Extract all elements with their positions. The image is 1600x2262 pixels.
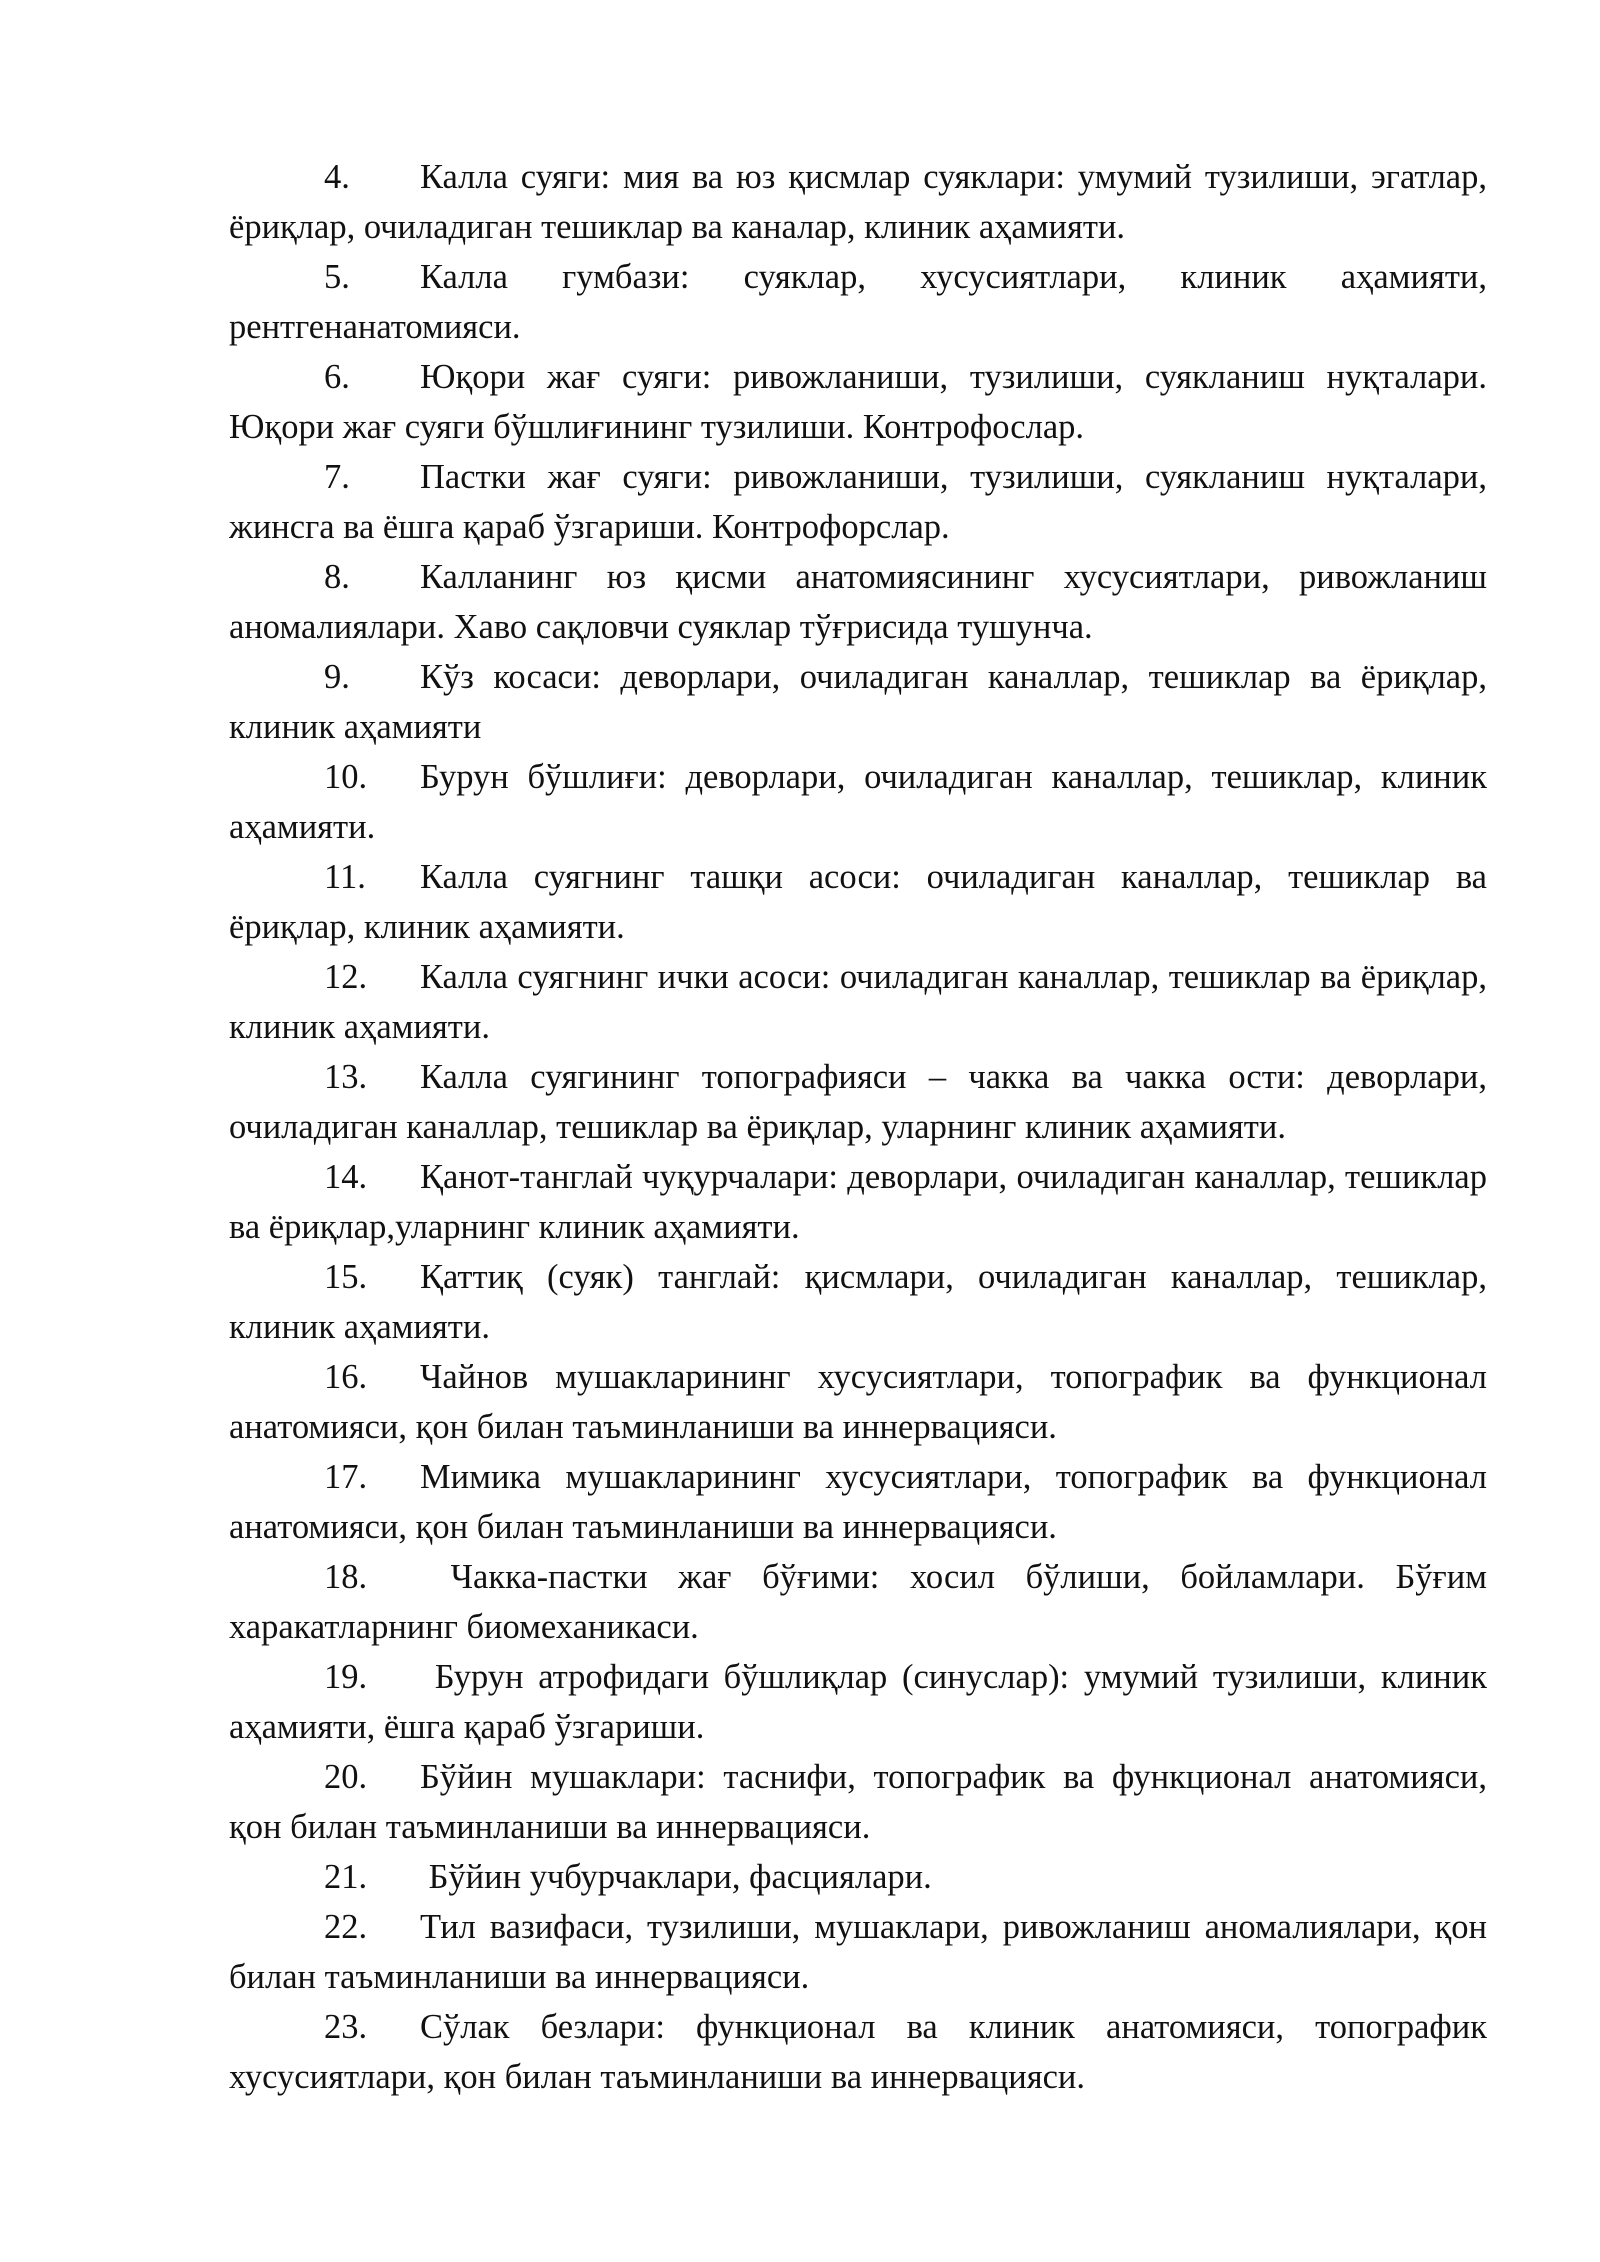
item-number: 21. — [324, 1858, 368, 1896]
list-item — [229, 1352, 1487, 1452]
list-item — [229, 952, 1487, 1052]
item-text: Пастки жағ суяги: ривожланиши, тузилиши, суякланиш нуқталари, жинсга ва ёшга қараб ўзгариши. Контрофорслар. — [229, 458, 1487, 546]
item-number: 16. — [324, 1358, 368, 1396]
item-number: 4. — [324, 158, 350, 196]
item-text: Қанот-танглай чуқурчалари: деворлари, очиладиган каналлар, тешиклар ва ёриқлар,уларнинг клиник аҳамияти. — [229, 1158, 1487, 1246]
item-text: Калла суягнинг ички асоси: очиладиган каналлар, тешиклар ва ёриқлар, клиник аҳамияти. — [229, 958, 1487, 1046]
list-item — [229, 1652, 1487, 1752]
item-text: Тил вазифаси, тузилиши, мушаклари, ривожланиш аномалиялари, қон билан таъминланиши ва иннервацияси. — [229, 1908, 1487, 1996]
list-item — [229, 352, 1487, 452]
item-text: Чакка-пастки жағ бўғими: хосил бўлиши, бойламлари. Бўғим харакатларнинг биомеханикаси. — [229, 1558, 1487, 1646]
item-text: Мимика мушакларининг хусусиятлари, топографик ва функционал анатомияси, қон билан таъминланиши ва иннервацияси. — [229, 1458, 1487, 1546]
item-number: 18. — [324, 1558, 368, 1596]
list-item — [229, 1902, 1487, 2002]
list-item — [229, 252, 1487, 352]
list-item — [229, 752, 1487, 852]
item-number: 11. — [324, 858, 366, 896]
item-text: Юқори жағ суяги: ривожланиши, тузилиши, суякланиш нуқталари. Юқори жағ суяги бўшлиғининг тузилиши. Контрофослар. — [229, 358, 1487, 446]
item-number: 17. — [324, 1458, 368, 1496]
item-text: Калла гумбази: суяклар, хусусиятлари, клиник аҳамияти, рентгенанатомияси. — [229, 258, 1487, 346]
item-text: Бўйин учбурчаклари, фасциялари. — [420, 1858, 932, 1896]
numbered-list — [229, 152, 1487, 2102]
list-item — [229, 552, 1487, 652]
list-item — [229, 852, 1487, 952]
item-text: Калла суягининг топографияси – чакка ва чакка ости: деворлари, очиладиган каналлар, тешиклар ва ёриқлар, уларнинг клиник аҳамияти. — [229, 1058, 1487, 1146]
item-text: Бўйин мушаклари: таснифи, топографик ва функционал анатомияси, қон билан таъминланиши ва иннервацияси. — [229, 1758, 1487, 1846]
item-number: 15. — [324, 1258, 368, 1296]
item-number: 10. — [324, 758, 368, 796]
item-number: 8. — [324, 558, 350, 596]
list-item — [229, 1052, 1487, 1152]
item-text: Калла суяги: мия ва юз қисмлар суяклари: умумий тузилиши, эгатлар, ёриқлар, очиладиган тешиклар ва каналар, клиник аҳамияти. — [229, 158, 1487, 246]
item-number: 19. — [324, 1658, 368, 1696]
item-text: Қаттиқ (суяк) танглай: қисмлари, очиладиган каналлар, тешиклар, клиник аҳамияти. — [229, 1258, 1487, 1346]
list-item — [229, 1852, 1487, 1902]
item-text: Чайнов мушакларининг хусусиятлари, топографик ва функционал анатомияси, қон билан таъминланиши ва иннервацияси. — [229, 1358, 1487, 1446]
list-item — [229, 452, 1487, 552]
item-number: 12. — [324, 958, 368, 996]
item-text: Калланинг юз қисми анатомиясининг хусусиятлари, ривожланиш аномалиялари. Хаво сақловчи суяклар тўғрисида тушунча. — [229, 558, 1487, 646]
item-text: Сўлак безлари: функционал ва клиник анатомияси, топографик хусусиятлари, қон билан таъминланиши ва иннервацияси. — [229, 2008, 1487, 2096]
item-number: 13. — [324, 1058, 368, 1096]
item-number: 6. — [324, 358, 350, 396]
item-text: Бурун атрофидаги бўшлиқлар (синуслар): умумий тузилиши, клиник аҳамияти, ёшга қараб ўзгариши. — [229, 1658, 1487, 1746]
list-item — [229, 652, 1487, 752]
item-number: 5. — [324, 258, 350, 296]
item-text: Бурун бўшлиғи: деворлари, очиладиган каналлар, тешиклар, клиник аҳамияти. — [229, 758, 1487, 846]
item-number: 7. — [324, 458, 350, 496]
list-item — [229, 1452, 1487, 1552]
list-item — [229, 1552, 1487, 1652]
item-number: 23. — [324, 2008, 368, 2046]
item-number: 9. — [324, 658, 350, 696]
list-item — [229, 1252, 1487, 1352]
item-number: 22. — [324, 1908, 368, 1946]
item-number: 14. — [324, 1158, 368, 1196]
list-item — [229, 1752, 1487, 1852]
item-text: Калла суягнинг ташқи асоси: очиладиган каналлар, тешиклар ва ёриқлар, клиник аҳамияти. — [229, 858, 1487, 946]
list-item — [229, 2002, 1487, 2102]
item-number: 20. — [324, 1758, 368, 1796]
item-text: Кўз косаси: деворлари, очиладиган каналлар, тешиклар ва ёриқлар, клиник аҳамияти — [229, 658, 1487, 746]
list-item — [229, 152, 1487, 252]
list-item — [229, 1152, 1487, 1252]
